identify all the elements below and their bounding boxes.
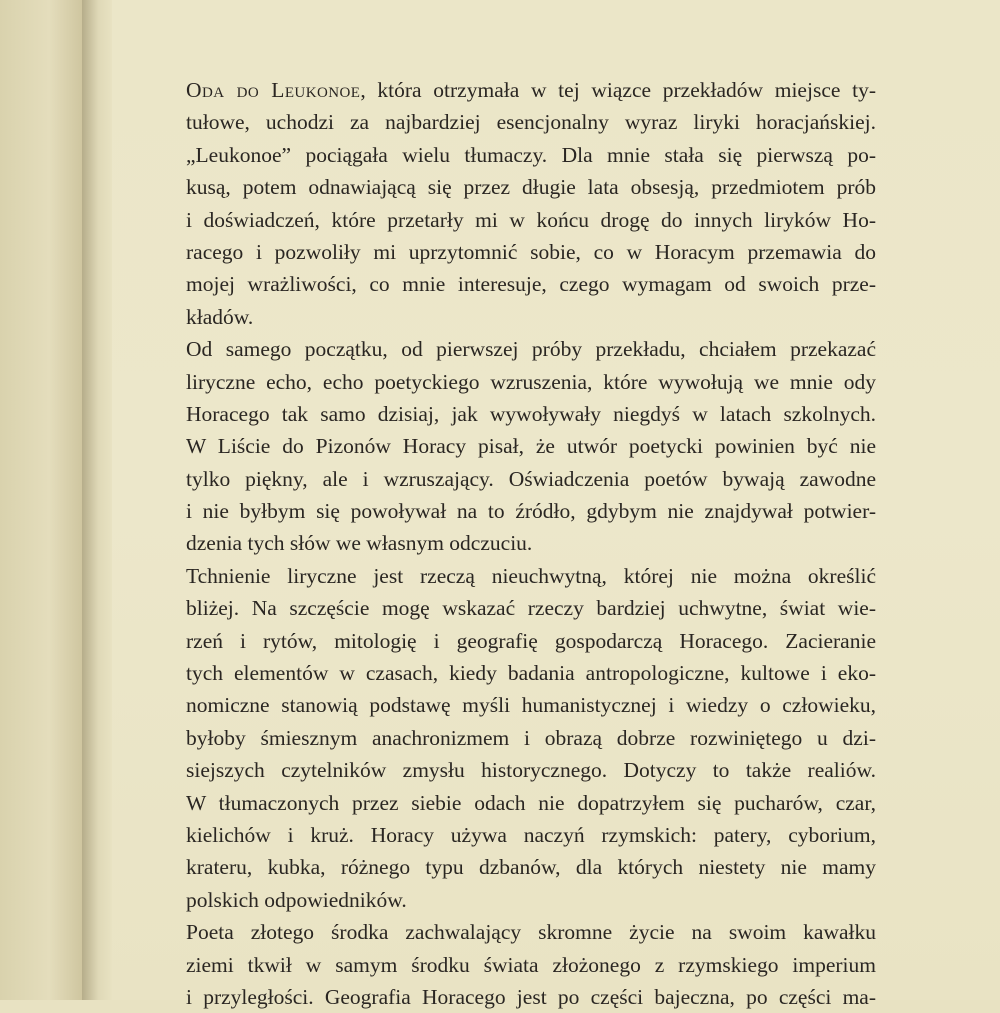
text-line: siejszych czytelników zmysłu historycznego. Dotyczy to także realiów.	[186, 758, 876, 783]
text-line: tylko piękny, ale i wzruszający. Oświadczenia poetów bywają zawodne	[186, 466, 876, 491]
text-line: krateru, kubka, różnego typu dzbanów, dla których niestety nie mamy	[186, 855, 876, 880]
paragraph-3	[186, 560, 876, 916]
text-line: kusą, potem odnawiającą się przez długie lata obsesją, przedmiotem prób	[186, 175, 876, 200]
text-line: W Liście do Pizonów Horacy pisał, że utwór poetycki powinien być nie	[186, 434, 876, 459]
text-line: „Leukonoe” pociągała wielu tłumaczy. Dla mnie stała się pierwszą po-	[186, 142, 876, 167]
text-line: bliżej. Na szczęście mogę wskazać rzeczy bardziej uchwytne, świat wie-	[186, 596, 876, 621]
text-line: tych elementów w czasach, kiedy badania antropologiczne, kultowe i eko-	[186, 661, 876, 686]
paragraph-2	[186, 333, 876, 560]
paragraph-1	[186, 74, 876, 333]
paragraph-4	[186, 916, 876, 1013]
text-line: byłoby śmiesznym anachronizmem i obrazą dobrze rozwiniętego u dzi-	[186, 725, 876, 750]
text-line: liryczne echo, echo poetyckiego wzruszenia, które wywołują we mnie ody	[186, 369, 876, 394]
text-line: mojej wrażliwości, co mnie interesuje, czego wymagam od swoich prze-	[186, 272, 876, 297]
text-line	[186, 74, 876, 106]
book-gutter-shadow	[82, 0, 112, 1000]
text-line: tułowe, uchodzi za najbardziej esencjonalny wyraz liryki horacjańskiej.	[186, 110, 876, 135]
text-line: i przyległości. Geografia Horacego jest po części bajeczna, po części ma-	[186, 984, 876, 1009]
text-line: Poeta złotego środka zachwalający skromne życie na swoim kawałku	[186, 920, 876, 945]
text-line: ziemi tkwił w samym środku świata złożonego z rzymskiego imperium	[186, 952, 876, 977]
text-line: dzenia tych słów we własnym odczuciu.	[186, 531, 533, 556]
text-line: kładów.	[186, 304, 254, 329]
title-phrase: Oda do Leukonoe	[186, 78, 361, 102]
text-line: rzeń i rytów, mitologię i geografię gospodarczą Horacego. Zacieranie	[186, 628, 876, 653]
text-line: racego i pozwoliły mi uprzytomnić sobie, co w Horacym przemawia do	[186, 239, 876, 264]
text-line: polskich odpowiedników.	[186, 887, 407, 912]
text-line: kielichów i kruż. Horacy używa naczyń rzymskich: patery, cyborium,	[186, 822, 876, 847]
text-line-remainder: , która otrzymała w tej wiązce przekładów miejsce ty-	[360, 78, 876, 102]
text-line: W tłumaczonych przez siebie odach nie dopatrzyłem się pucharów, czar,	[186, 790, 876, 815]
page-text	[186, 74, 876, 1013]
text-line: i nie byłbym się powoływał na to źródło, gdybym nie znajdywał potwier-	[186, 499, 876, 524]
facing-page-edge	[0, 0, 82, 1000]
text-line: Od samego początku, od pierwszej próby przekładu, chciałem przekazać	[186, 337, 876, 362]
text-line: nomiczne stanowią podstawę myśli humanistycznej i wiedzy o człowieku,	[186, 693, 876, 718]
text-line: Tchnienie liryczne jest rzeczą nieuchwytną, której nie można określić	[186, 563, 876, 588]
text-line: Horacego tak samo dzisiaj, jak wywoływały niegdyś w latach szkolnych.	[186, 401, 876, 426]
text-line: i doświadczeń, które przetarły mi w końcu drogę do innych liryków Ho-	[186, 207, 876, 232]
